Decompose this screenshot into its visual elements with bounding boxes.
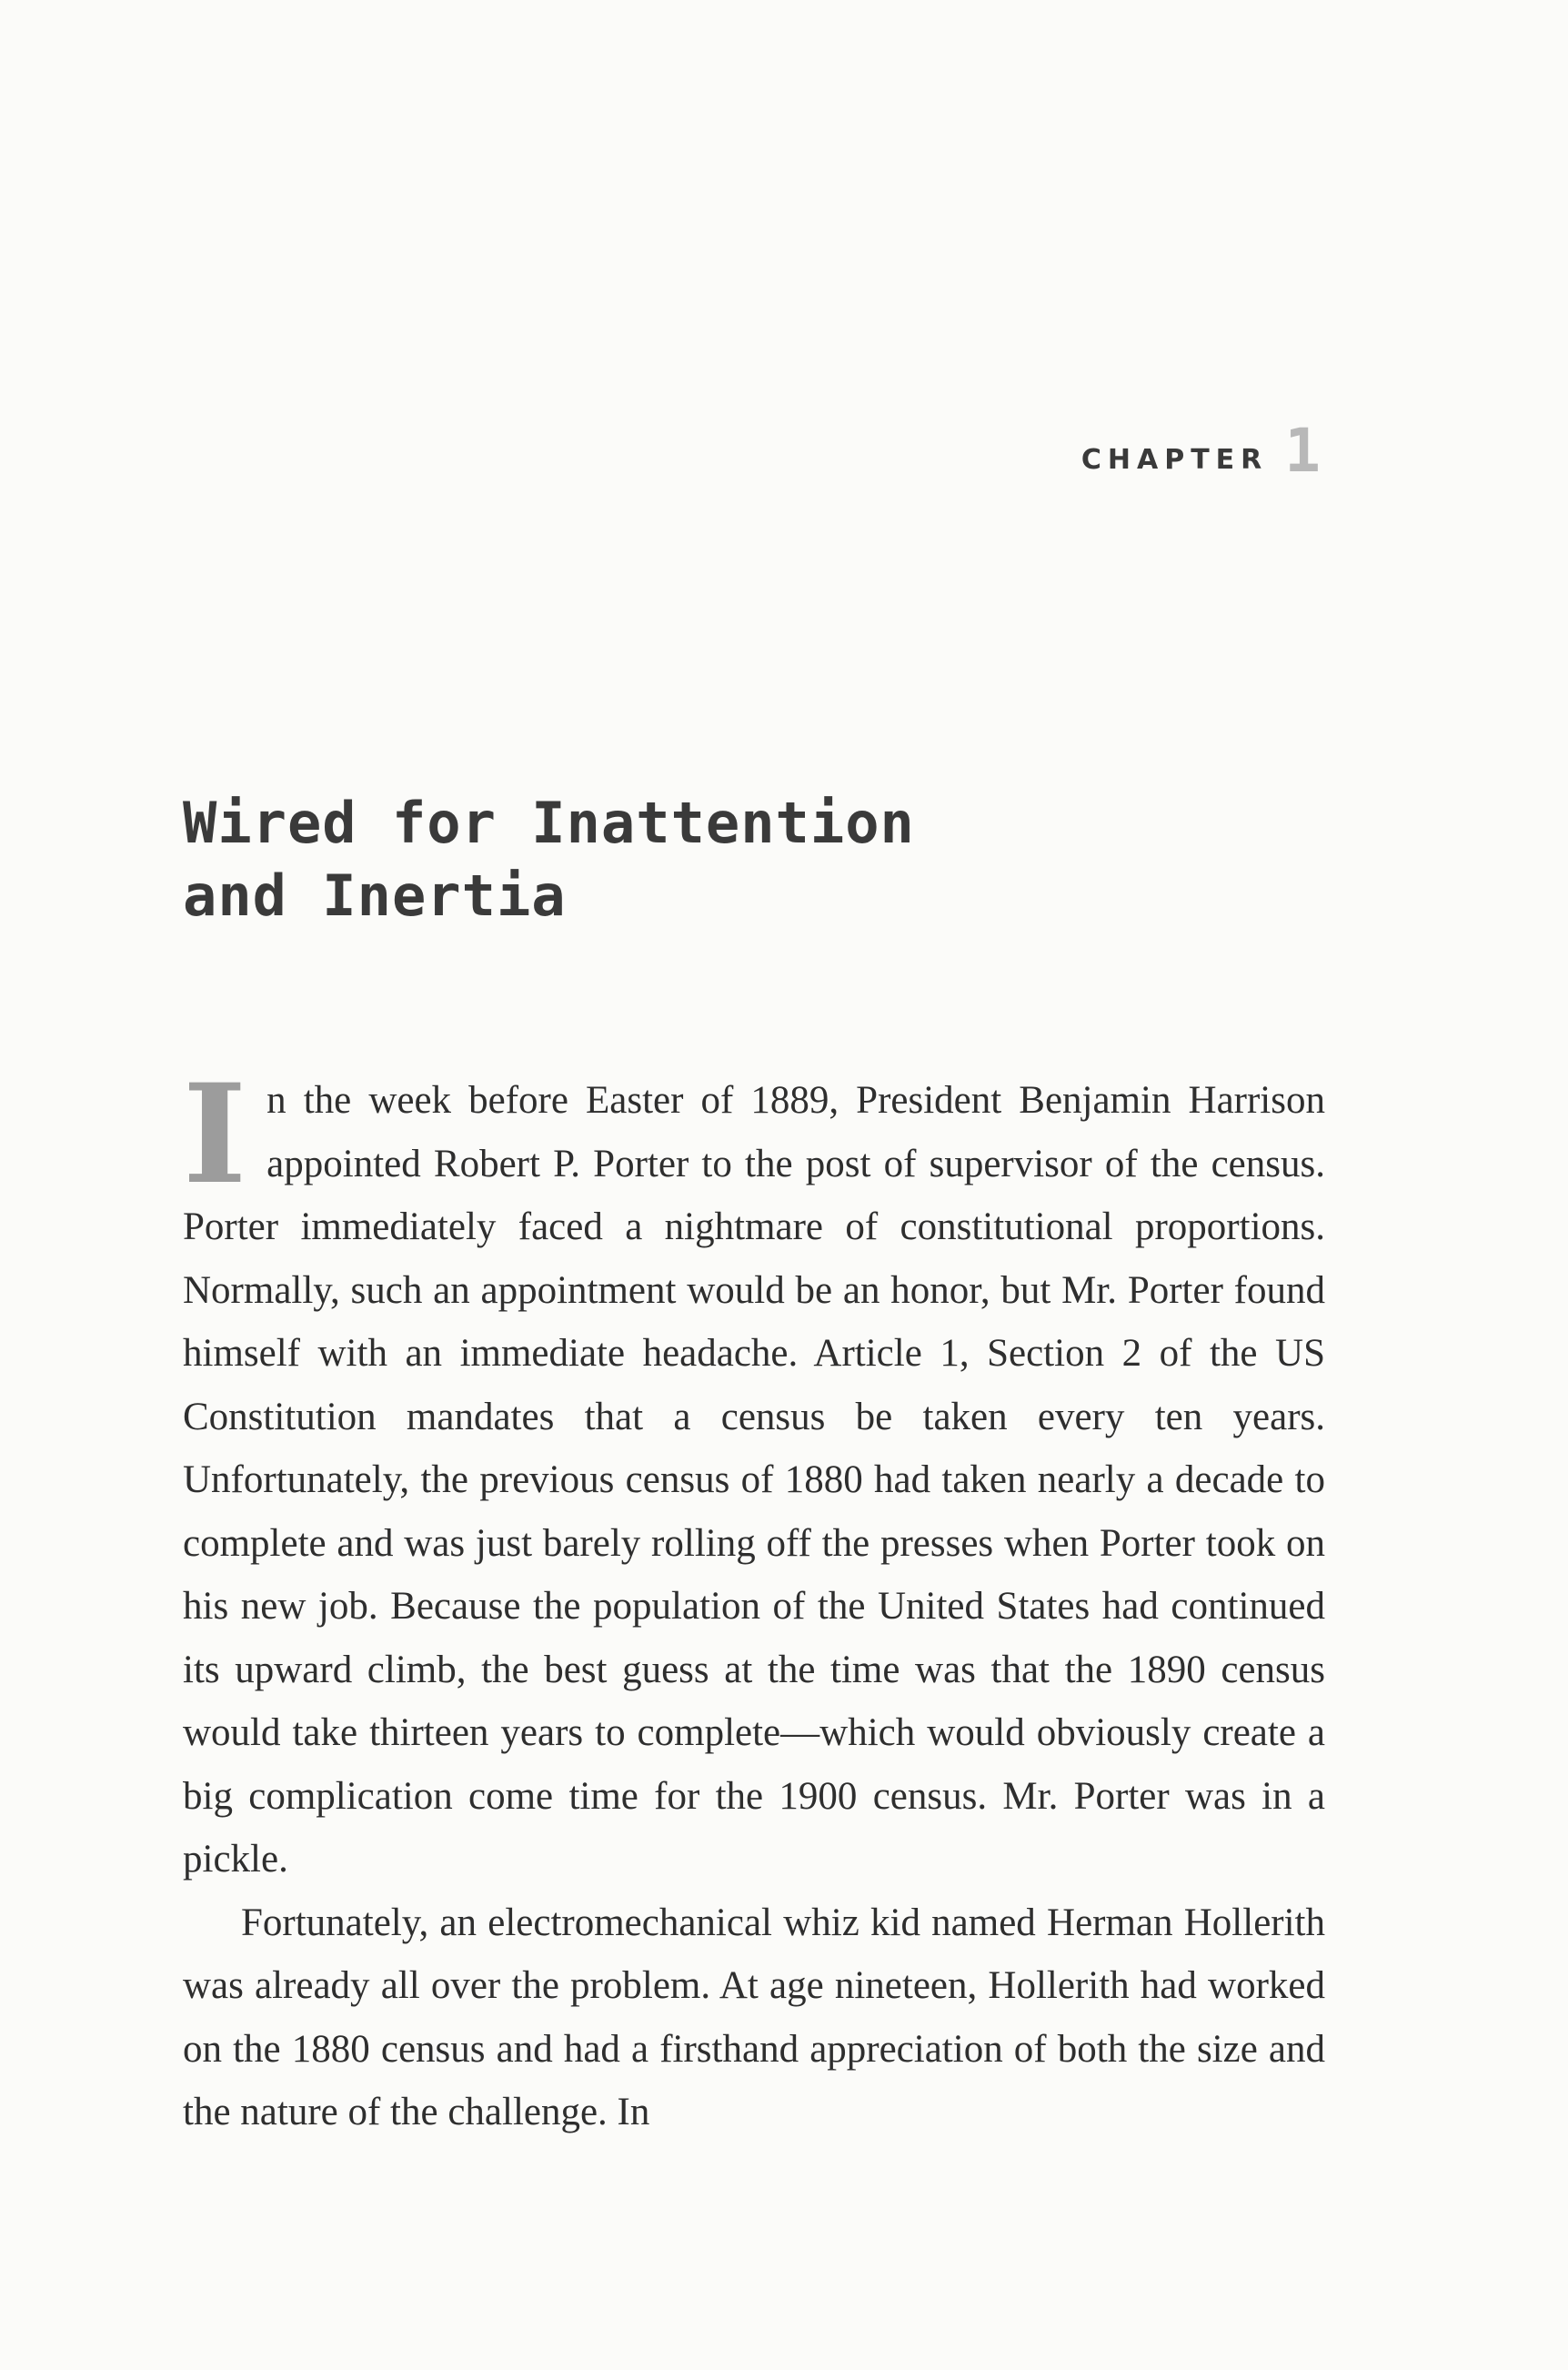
paragraph-1 [183,1054,1325,1891]
drop-cap: I [183,1054,247,1215]
paragraph-1-text: n the week before Easter of 1889, President Benjamin Harrison appointed Robert P. Porter to the post of supervisor of the census. Porter immediately faced a nightmare of constitutional proportions. Normally, such an appointment would be an honor, but Mr. Porter found himself with an immediate headache. Article 1, Section 2 of the US Constitution mandates that a census be taken every ten years. Unfortunately, the previous census of 1880 had taken nearly a decade to complete and was just barely rolling off the presses when Porter took on his new job. Because the population of the United States had continued its upward climb, the best guess at the time was that the 1890 census would take thirteen years to complete—which would obviously create a big complication come time for the 1900 census. Mr. Porter was in a pickle. [183,1079,1325,1881]
chapter-label: CHAPTER [1081,444,1269,477]
chapter-title-line-1: Wired for Inattention [183,790,915,856]
chapter-title-line-2: and Inertia [183,862,567,929]
chapter-heading [1081,416,1321,486]
chapter-title [183,787,1365,933]
chapter-number: 1 [1284,416,1321,486]
body-text [183,1054,1325,2144]
paragraph-2: Fortunately, an electromechanical whiz kid named Herman Hollerith was already all over the problem. At age nineteen, Hollerith had worked on the 1880 census and had a firsthand appreciation of both the size and the nature of the challenge. In [183,1901,1325,2133]
